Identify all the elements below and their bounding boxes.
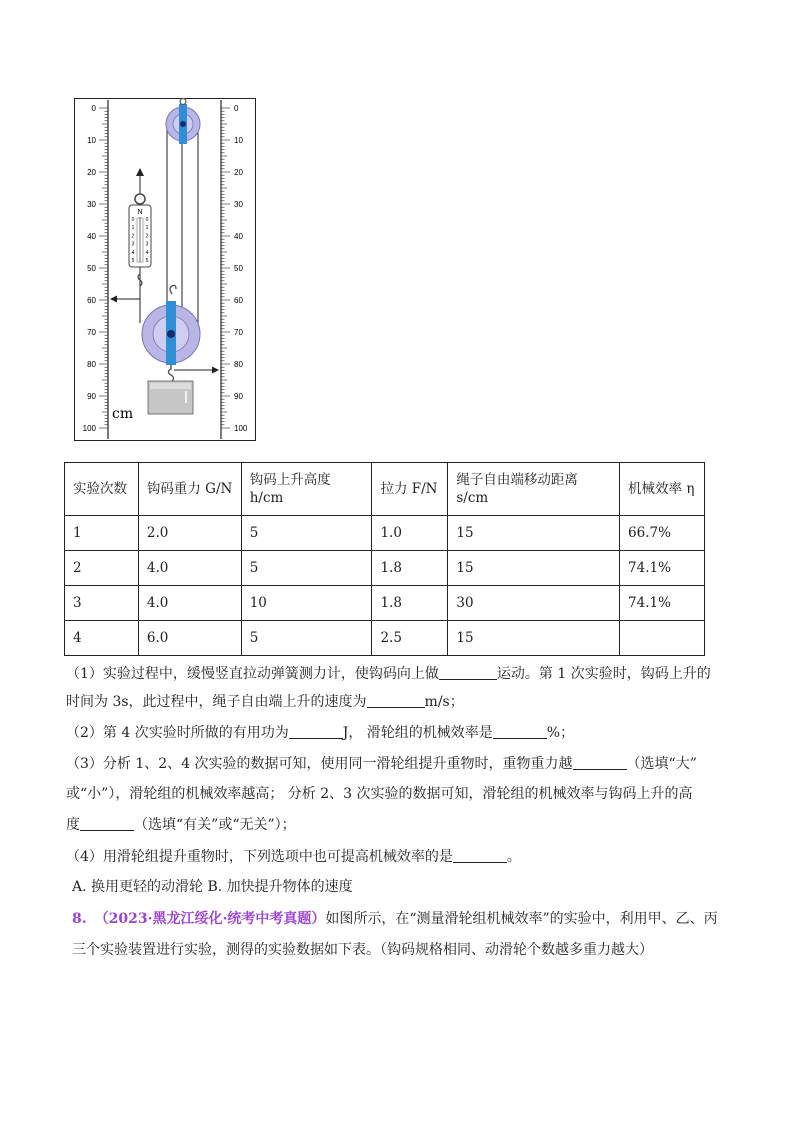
spring-scale-mark: 4 — [145, 249, 149, 256]
table-cell: 2.5 — [372, 621, 448, 656]
table-cell: 15 — [448, 516, 620, 551]
question-text: 或“小”），滑轮组的机械效率越高； 分析 2、3 次实验的数据可知，滑轮组的机械效率与钩码上升的高 — [66, 786, 693, 802]
table-cell: 15 — [448, 551, 620, 586]
table-cell: 1.8 — [372, 586, 448, 621]
question-text: 度 — [66, 817, 80, 833]
table-cell: 4.0 — [138, 586, 241, 621]
ruler-label-right: 60 — [234, 296, 243, 305]
problem-source: （2023·黑龙江绥化·统考中考真题） — [94, 911, 326, 927]
table-cell — [620, 621, 705, 656]
ruler-label-left: 80 — [87, 360, 96, 369]
ruler-label-right: 100 — [234, 424, 248, 433]
spring-scale-mark: 4 — [131, 249, 135, 256]
answer-blank[interactable] — [573, 755, 627, 770]
ruler-label-right: 30 — [234, 200, 243, 209]
ruler-label-left: 0 — [91, 104, 96, 113]
ruler-label-right: 80 — [234, 360, 243, 369]
table-cell: 1 — [65, 516, 139, 551]
table-cell: 2 — [65, 551, 139, 586]
table-cell: 74.1% — [620, 586, 705, 621]
table-cell: 66.7% — [620, 516, 705, 551]
answer-blank[interactable] — [80, 816, 134, 831]
question-text: （2）第 4 次实验时所做的有用功为 — [66, 725, 289, 741]
problem-number: 8. — [72, 911, 87, 927]
header-trial-number: 实验次数 — [65, 463, 139, 516]
table-row — [65, 586, 705, 621]
header-rope-distance: 绳子自由端移动距离 s/cm — [448, 463, 620, 516]
question-text: %； — [546, 725, 575, 741]
spring-scale-mark: 0 — [131, 217, 135, 223]
question-text: m/s； — [424, 694, 464, 710]
ruler-label-left: 20 — [87, 168, 96, 177]
question-text: （3）分析 1、2、4 次实验的数据可知，使用同一滑轮组提升重物时，重物重力越 — [66, 756, 573, 772]
question-3-line-3 — [66, 815, 726, 835]
header-height: 钩码上升高度 h/cm — [241, 463, 372, 516]
answer-blank[interactable] — [439, 665, 497, 680]
spring-scale-mark: 1 — [131, 225, 135, 232]
answer-blank[interactable] — [453, 848, 507, 863]
question-text: （选填“大” — [626, 756, 697, 772]
question-text: 时间为 3s，此过程中，绳子自由端上升的速度为 — [66, 694, 367, 710]
answer-blank[interactable] — [289, 724, 343, 739]
spring-scale-mark: 1 — [145, 225, 149, 232]
problem-8-line-2: 三个实验装置进行实验，测得的实验数据如下表。（钩码规格相同、动滑轮个数越多重力越大） — [72, 942, 653, 958]
spring-scale-mark: 3 — [131, 241, 135, 248]
problem-text: 如图所示，在“测量滑轮组机械效率”的实验中，利用甲、乙、丙 — [325, 911, 718, 927]
table-cell: 10 — [241, 586, 372, 621]
hook-weight — [148, 381, 193, 414]
table-cell: 3 — [65, 586, 139, 621]
question-text: （选填“有关”或“无关”）； — [134, 817, 296, 833]
spring-scale-mark: 2 — [145, 233, 149, 240]
question-3-line-2 — [66, 784, 726, 804]
ruler-label-left: 30 — [87, 200, 96, 209]
question-4 — [66, 847, 726, 867]
table-cell: 74.1% — [620, 551, 705, 586]
question-text: （4）用滑轮组提升重物时，下列选项中也可提高机械效率的是 — [66, 849, 453, 865]
spring-scale-mark: 5 — [131, 258, 135, 264]
question-text: 。 — [506, 849, 521, 865]
table-cell: 2.0 — [138, 516, 241, 551]
header-pull-force: 拉力 F/N — [372, 463, 448, 516]
ruler-label-left: 100 — [82, 424, 96, 433]
ruler-label-right: 90 — [234, 392, 243, 401]
table-cell: 1.8 — [372, 551, 448, 586]
answer-blank[interactable] — [367, 693, 425, 708]
table-cell: 1.0 — [372, 516, 448, 551]
ruler-label-right: 0 — [234, 104, 239, 113]
ruler-label-left: 10 — [87, 136, 96, 145]
problem-8-line-1 — [72, 909, 732, 929]
spring-scale-mark: 5 — [145, 258, 149, 264]
question-1-line-1 — [66, 664, 726, 684]
question-text: J， 滑轮组的机械效率是 — [342, 725, 493, 741]
ruler-label-left: 70 — [87, 328, 96, 337]
ruler-label-right: 10 — [234, 136, 243, 145]
answer-blank[interactable] — [493, 724, 547, 739]
ruler-label-right: 50 — [234, 264, 243, 273]
header-weight: 钩码重力 G/N — [138, 463, 241, 516]
table-cell: 15 — [448, 621, 620, 656]
spring-scale-mark: 3 — [145, 241, 149, 248]
question-3-line-1 — [66, 754, 726, 774]
pulley-apparatus-figure — [74, 98, 256, 441]
header-efficiency: 机械效率 η — [620, 463, 705, 516]
ruler-label-right: 40 — [234, 232, 243, 241]
question-4-options: A. 换用更轻的动滑轮 B. 加快提升物体的速度 — [72, 879, 353, 895]
question-text: 运动。第 1 次实验时，钩码上升的 — [496, 666, 711, 682]
table-cell: 4 — [65, 621, 139, 656]
ruler-label-left: 90 — [87, 392, 96, 401]
table-row — [65, 516, 705, 551]
table-row — [65, 621, 705, 656]
question-1-line-2 — [66, 692, 726, 712]
question-text: （1）实验过程中，缓慢竖直拉动弹簧测力计，使钩码向上做 — [66, 666, 439, 682]
spring-scale-mark: 0 — [145, 217, 149, 223]
spring-scale-mark: 2 — [131, 233, 135, 240]
table-row — [65, 551, 705, 586]
ruler-label-left: 60 — [87, 296, 96, 305]
ruler-label-left: 50 — [87, 264, 96, 273]
table-cell: 30 — [448, 586, 620, 621]
ruler-label-right: 20 — [234, 168, 243, 177]
question-2 — [66, 723, 726, 743]
table-cell: 5 — [241, 621, 372, 656]
ruler-label-left: 40 — [87, 232, 96, 241]
table-cell: 5 — [241, 551, 372, 586]
ruler-label-right: 70 — [234, 328, 243, 337]
table-cell: 5 — [241, 516, 372, 551]
unit-label: cm — [112, 406, 134, 422]
table-header-row — [65, 463, 705, 516]
table-cell: 4.0 — [138, 551, 241, 586]
table-cell: 6.0 — [138, 621, 241, 656]
spring-scale-unit: N — [137, 209, 143, 216]
experiment-data-table — [64, 462, 705, 656]
